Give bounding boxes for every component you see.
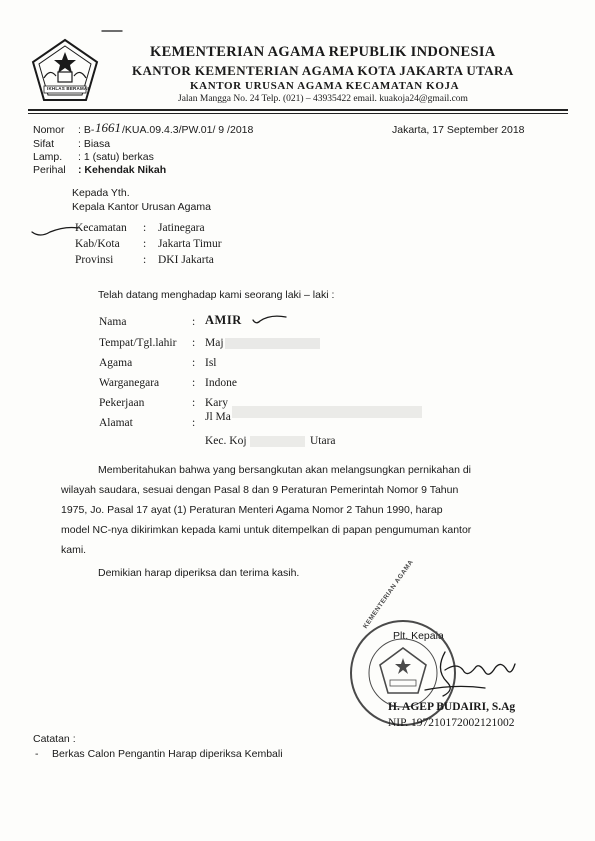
- person-pekerjaan-value: Kary: [205, 397, 228, 409]
- signature-role: Plt. Kepala: [393, 630, 444, 642]
- body-line-5: kami.: [61, 544, 87, 556]
- person-ttl-sep: :: [192, 337, 196, 349]
- nomor-handwritten: 1661: [95, 120, 121, 135]
- recipient-kecamatan-sep: :: [143, 222, 147, 234]
- sifat-label: Sifat: [33, 138, 55, 150]
- signatory-nip: NIP. 197210172002121002: [388, 717, 515, 729]
- recipient-kabkota-label: Kab/Kota: [75, 238, 120, 250]
- person-pekerjaan-label: Pekerjaan: [99, 397, 145, 409]
- nomor-suffix: /KUA.09.4.3/PW.01/ 9 /2018: [122, 124, 254, 136]
- pen-tick-icon: [30, 222, 80, 238]
- signature-scribble: [415, 640, 520, 698]
- body-line-3: 1975, Jo. Pasal 17 ayat (1) Peraturan Menteri Agama Nomor 2 Tahun 1990, harap: [61, 504, 443, 516]
- person-alamat-sep: :: [192, 417, 196, 429]
- recipient-provinsi-sep: :: [143, 254, 147, 266]
- header-kua: KANTOR URUSAN AGAMA KECAMATAN KOJA: [190, 80, 460, 92]
- kemenag-emblem-icon: [30, 38, 100, 104]
- recipient-kabkota-value: Jakarta Timur: [158, 238, 222, 250]
- perihal-label: Perihal: [33, 164, 66, 176]
- redacted-kec: [250, 436, 305, 447]
- header-rule-thin: [28, 113, 568, 114]
- notes-bullet: -: [35, 748, 39, 760]
- notes-item: Berkas Calon Pengantin Harap diperiksa Kembali: [52, 748, 283, 760]
- place-date: Jakarta, 17 September 2018: [392, 124, 525, 136]
- person-alamat-city: Utara: [310, 435, 336, 447]
- recipient-kecamatan-label: Kecamatan: [75, 222, 127, 234]
- person-alamat-label: Alamat: [99, 417, 133, 429]
- recipient-kabkota-sep: :: [143, 238, 147, 250]
- person-warganegara-sep: :: [192, 377, 196, 389]
- stamp-ring-text: KEMENTERIAN AGAMA: [362, 558, 415, 631]
- person-alamat-kec: Kec. Koj: [205, 435, 247, 447]
- recipient-provinsi-value: DKI Jakarta: [158, 254, 214, 266]
- perihal-value: : Kehendak Nikah: [78, 164, 167, 176]
- notes-title: Catatan :: [33, 733, 76, 745]
- body-line-2: wilayah saudara, sesuai dengan Pasal 8 dan 9 Peraturan Pemerintah Nomor 9 Tahun: [61, 484, 459, 496]
- header-office: KANTOR KEMENTERIAN AGAMA KOTA JAKARTA UTARA: [132, 63, 514, 78]
- person-nama-value: AMIR: [205, 313, 242, 327]
- recipient-greeting: Kepada Yth.: [72, 187, 130, 199]
- pen-check-icon: [250, 312, 290, 326]
- emblem-motto: IKHLAS BERAMAL: [47, 86, 91, 91]
- lamp-label: Lamp.: [33, 151, 63, 163]
- person-agama-value: Isl: [205, 357, 217, 369]
- signatory-name: H. AGEP BUDAIRI, S.Ag: [388, 701, 516, 713]
- header-address: Jalan Mangga No. 24 Telp. (021) – 43935422 email. kuakoja24@gmail.com: [178, 94, 468, 104]
- body-line-1: Memberitahukan bahwa yang bersangkutan akan melangsungkan pernikahan di: [98, 464, 472, 476]
- person-alamat-value: Jl Ma: [205, 411, 231, 423]
- person-ttl-label: Tempat/Tgl.lahir: [99, 337, 177, 349]
- person-agama-sep: :: [192, 357, 196, 369]
- person-nama-label: Nama: [99, 316, 127, 328]
- pen-mark-icon: [100, 28, 124, 34]
- nomor-prefix: : B-: [78, 124, 95, 136]
- recipient-title: Kepala Kantor Urusan Agama: [72, 201, 211, 213]
- redacted-alamat: [232, 406, 422, 418]
- recipient-kecamatan-value: Jatinegara: [158, 222, 205, 234]
- person-pekerjaan-sep: :: [192, 397, 196, 409]
- person-ttl-value: Maj: [205, 337, 224, 349]
- header-ministry: KEMENTERIAN AGAMA REPUBLIK INDONESIA: [150, 44, 496, 60]
- person-warganegara-label: Warganegara: [99, 377, 160, 389]
- header-rule-thick: [28, 109, 568, 111]
- lamp-value: : 1 (satu) berkas: [78, 151, 154, 163]
- sifat-value: : Biasa: [78, 138, 111, 150]
- body-line-4: model NC-nya dikirimkan kepada kami untuk ditempelkan di papan pengumuman kantor: [61, 524, 472, 536]
- recipient-provinsi-label: Provinsi: [75, 254, 114, 266]
- closing-text: Demikian harap diperiksa dan terima kasih.: [98, 567, 300, 579]
- redacted-ttl: [225, 338, 320, 349]
- person-warganegara-value: Indone: [205, 377, 237, 389]
- nomor-label: Nomor: [33, 124, 65, 136]
- intro-text: Telah datang menghadap kami seorang laki – laki :: [98, 289, 335, 301]
- person-agama-label: Agama: [99, 357, 133, 369]
- person-nama-sep: :: [192, 316, 196, 328]
